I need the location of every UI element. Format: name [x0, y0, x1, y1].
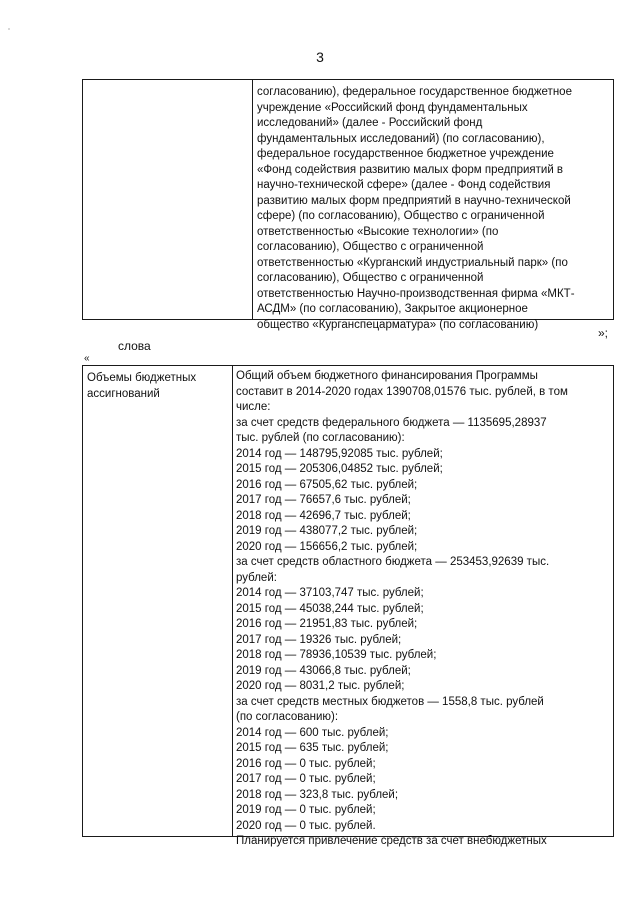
budget-text-cell — [236, 369, 611, 850]
text-line: 2018 год — 78936,10539 тыс. рублей; — [236, 649, 437, 662]
text-line: АСДМ» (по согласованию), Закрытое акционерное — [257, 303, 528, 315]
text-line: Общий объем бюджетного финансирования Программы — [236, 370, 538, 382]
page-number: 3 — [316, 49, 324, 65]
text-line: числе: — [236, 401, 271, 414]
budget-label-cell: Объемы бюджетных ассигнований — [87, 372, 197, 400]
text-line: Планируется привлечение средств за счет внебюджетных — [236, 835, 547, 848]
text-line: сфере) (по согласованию), Общество с ограниченной — [257, 210, 545, 222]
column-divider — [232, 366, 233, 836]
word-slova: слова — [118, 339, 151, 353]
text-line: 2017 год — 0 тыс. рублей; — [236, 773, 376, 786]
text-line: 2019 год — 0 тыс. рублей; — [236, 804, 376, 817]
text-line: 2015 год — 635 тыс. рублей; — [236, 742, 389, 755]
text-line: 2017 год — 19326 тыс. рублей; — [236, 633, 402, 646]
top-table — [82, 79, 614, 331]
text-line: учреждение «Российский фонд фундаментальных — [257, 101, 528, 114]
text-line: за счет средств федерального бюджета — 1135695,28937 — [236, 416, 547, 429]
budget-table — [82, 365, 614, 848]
text-line: согласованию), Общество с ограниченной — [257, 241, 484, 253]
text-line: фундаментальных исследований) (по согласованию), — [257, 132, 545, 145]
text-line: федеральное государственное бюджетное учреждение — [257, 148, 554, 160]
text-line: 2018 год — 42696,7 тыс. рублей; — [236, 509, 411, 522]
text-line: «Фонд содействия развитию малых форм предприятий в — [257, 163, 564, 176]
text-line: 2014 год — 600 тыс. рублей; — [236, 726, 389, 739]
text-line: тыс. рублей (по согласованию): — [236, 432, 405, 445]
text-line: согласованию), федеральное государственное бюджетное — [257, 86, 572, 98]
opening-quote: « — [84, 353, 90, 364]
text-line: 2014 год — 37103,747 тыс. рублей; — [236, 587, 424, 600]
text-line: общество «Курганспецарматура» (по согласованию) — [257, 318, 539, 331]
text-line: (по согласованию): — [236, 711, 339, 724]
text-line: 2016 год — 67505,62 тыс. рублей; — [236, 478, 418, 491]
closing-quote: »; — [598, 326, 609, 340]
text-line: научно-технической сфере» (далее - Фонд содействия — [257, 179, 551, 191]
text-line: ответственностью Научно-производственная фирма «МКТ- — [257, 287, 575, 300]
text-line: 2018 год — 323,8 тыс. рублей; — [236, 788, 399, 801]
text-line: 2020 год — 8031,2 тыс. рублей; — [236, 680, 405, 693]
text-line: за счет средств местных бюджетов — 1558,8 тыс. рублей — [236, 695, 544, 708]
text-line: 2019 год — 438077,2 тыс. рублей; — [236, 525, 418, 538]
text-line: ответственностью «Высокие технологии» (по — [257, 225, 499, 238]
text-line: 2020 год — 156656,2 тыс. рублей; — [236, 540, 418, 553]
text-line: 2016 год — 0 тыс. рублей; — [236, 757, 376, 770]
column-divider — [252, 80, 253, 319]
top-table-text-cell — [257, 85, 611, 333]
text-line: составит в 2014-2020 годах 1390708,01576 тыс. рублей, в том — [236, 385, 568, 398]
text-line: 2015 год — 205306,04852 тыс. рублей; — [236, 463, 443, 476]
text-line: согласованию), Общество с ограниченной — [257, 272, 484, 284]
text-line: 2017 год — 76657,6 тыс. рублей; — [236, 494, 411, 507]
text-line: развитию малых форм предприятий в научно-технической — [257, 194, 571, 207]
text-line: 2020 год — 0 тыс. рублей. — [236, 819, 376, 832]
text-line: ответственностью «Курганский индустриальный парк» (по — [257, 256, 568, 269]
text-line: рублей: — [236, 571, 277, 584]
text-line: исследований» (далее - Российский фонд — [257, 117, 483, 129]
text-line: 2015 год — 45038,244 тыс. рублей; — [236, 602, 424, 615]
text-line: 2019 год — 43066,8 тыс. рублей; — [236, 664, 411, 677]
scan-speck — [8, 28, 10, 30]
text-line: 2014 год — 148795,92085 тыс. рублей; — [236, 447, 443, 460]
text-line: за счет средств областного бюджета — 253453,92639 тыс. — [236, 556, 550, 569]
text-line: 2016 год — 21951,83 тыс. рублей; — [236, 618, 418, 631]
